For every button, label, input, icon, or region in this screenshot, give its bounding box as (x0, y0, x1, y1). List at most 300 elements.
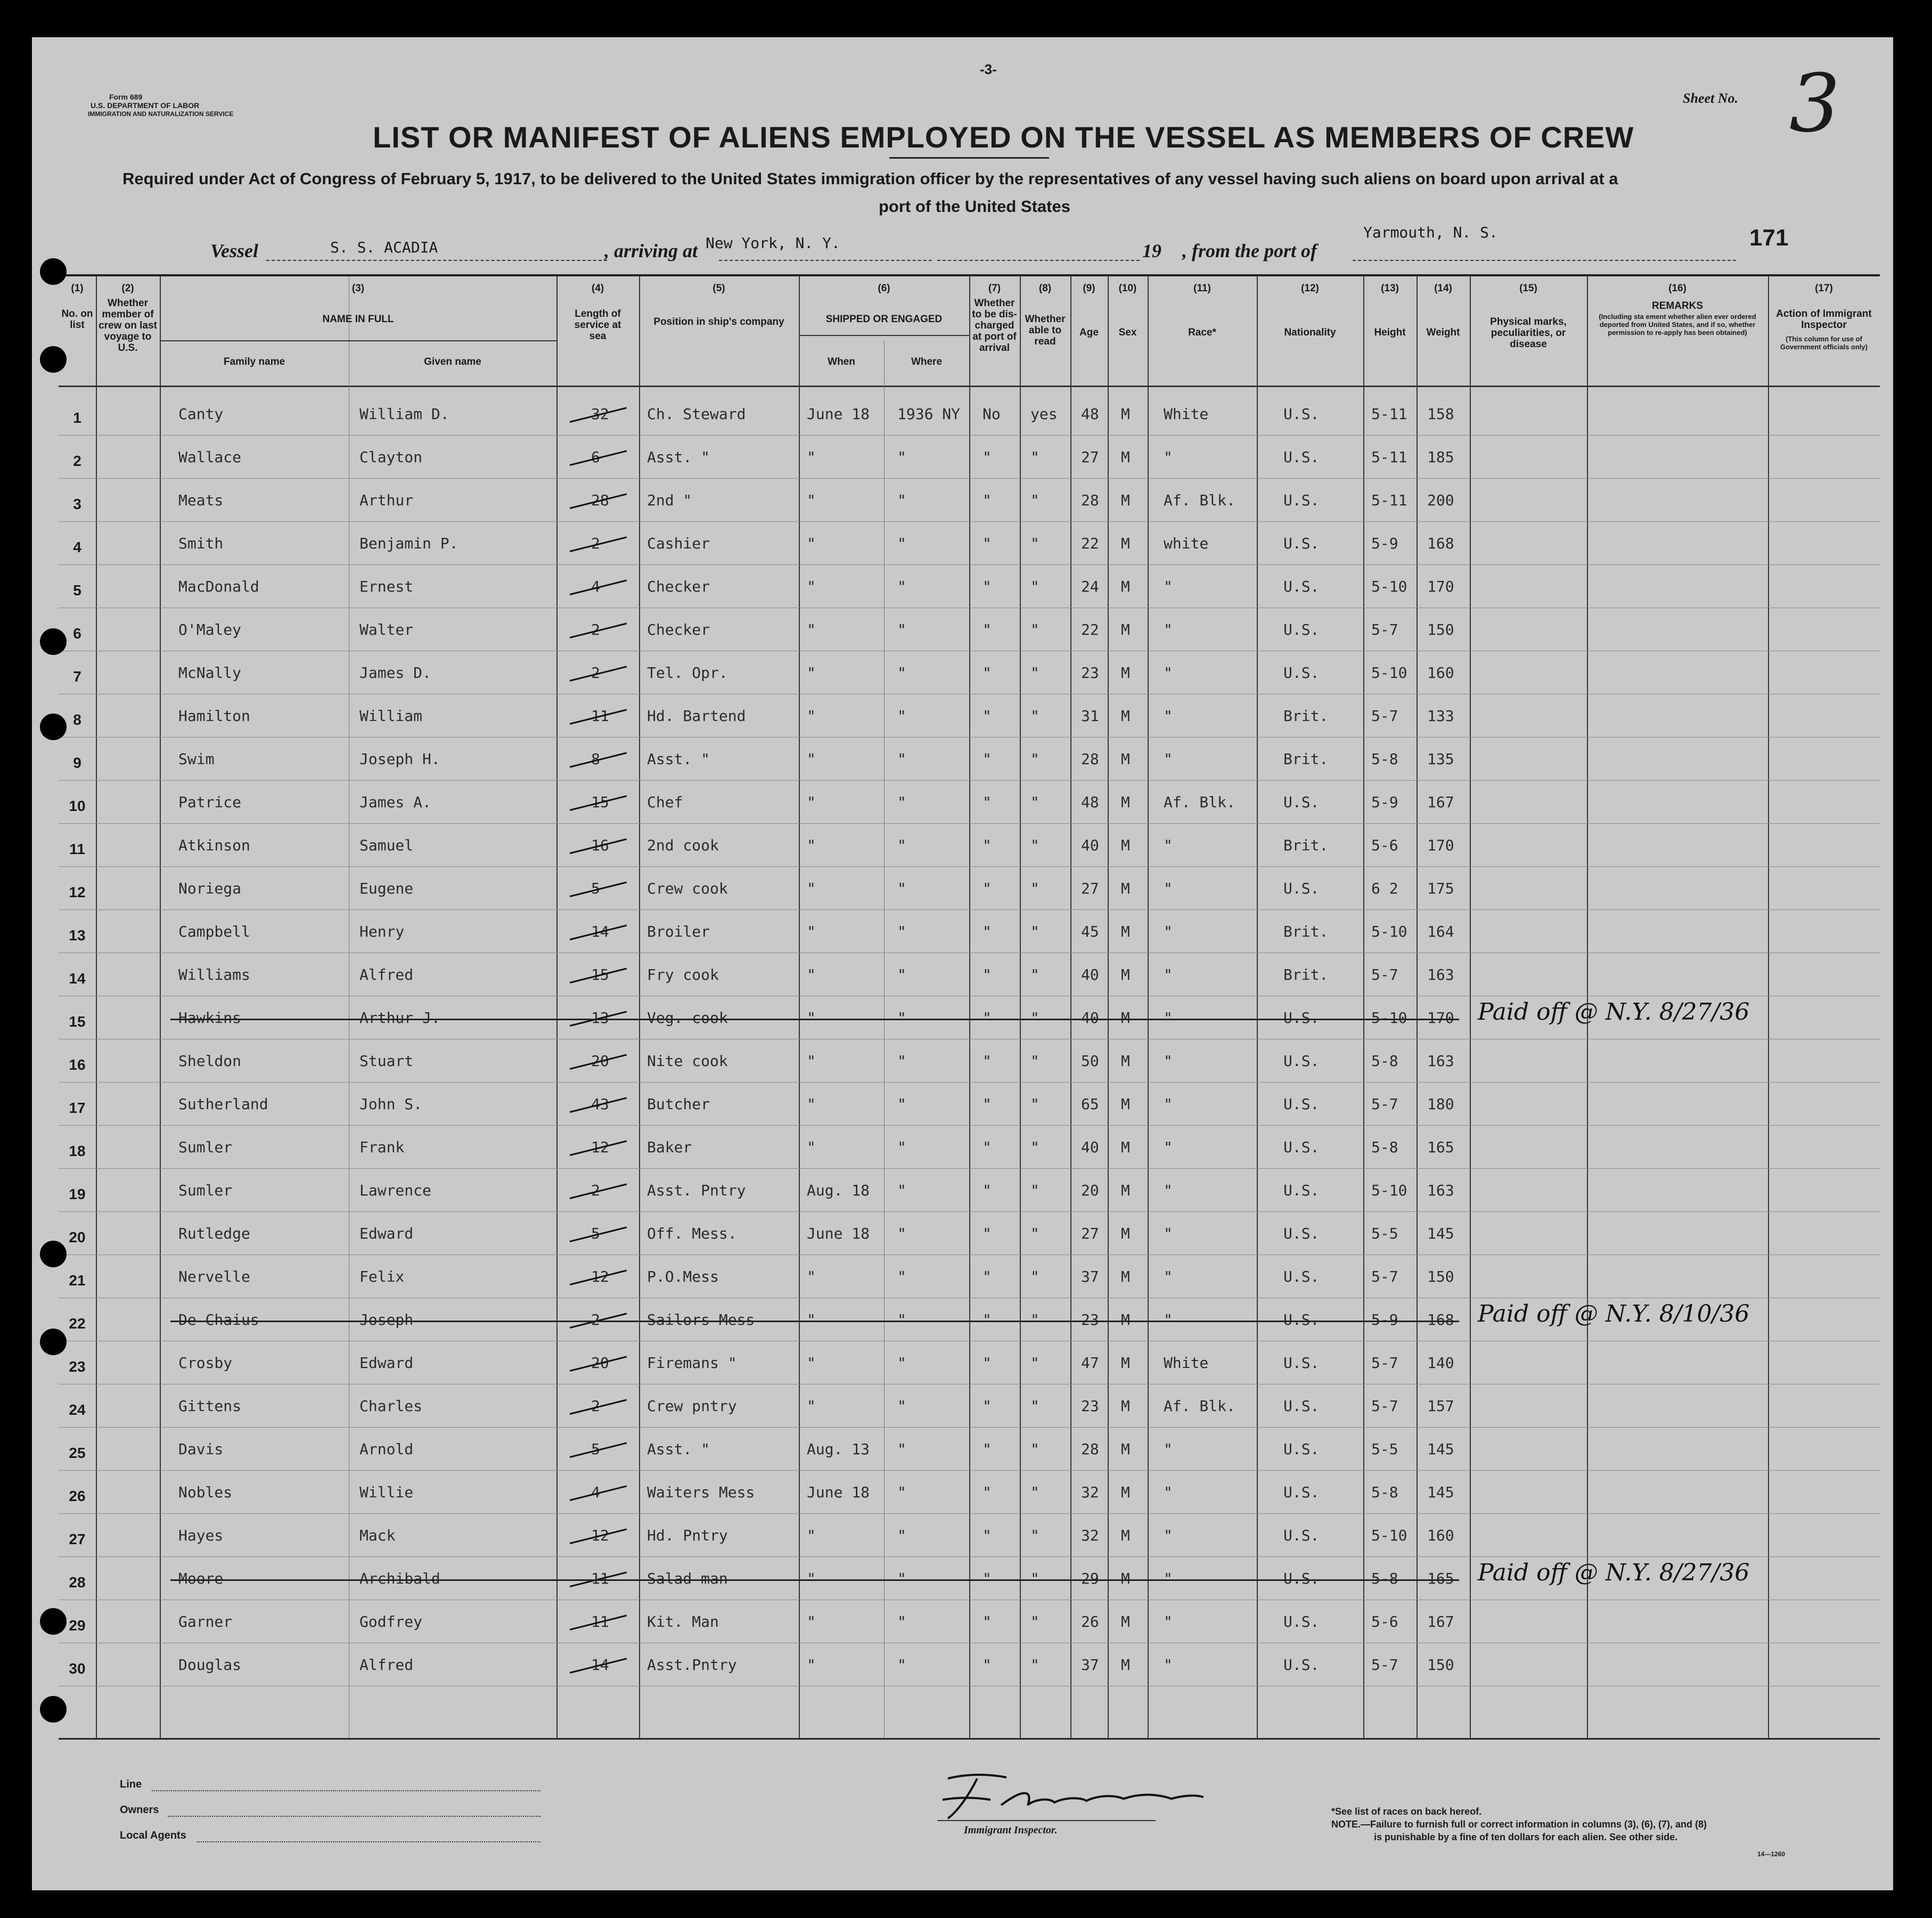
from-port: Yarmouth, N. S. (1363, 224, 1498, 241)
able-to-read: " (1030, 880, 1039, 897)
height: 5-10 (1371, 1009, 1407, 1027)
row-number: 22 (69, 1315, 86, 1332)
table-row (59, 782, 1880, 823)
shipped-when: Aug. 18 (807, 1182, 870, 1199)
race: Af. Blk. (1164, 1397, 1235, 1415)
service-length: 32 (591, 405, 609, 423)
position: Crew pntry (647, 1397, 737, 1415)
given-name: Eugene (359, 880, 414, 897)
vessel-name: S. S. ACADIA (330, 239, 438, 256)
able-to-read: " (1030, 535, 1039, 552)
shipped-where: " (897, 1095, 906, 1113)
able-to-read: " (1030, 1225, 1039, 1242)
discharged: " (983, 1483, 992, 1501)
age: 40 (1081, 1138, 1099, 1156)
strike-through-line (170, 1579, 1459, 1581)
nationality: Brit. (1283, 750, 1329, 768)
table-row (59, 1342, 1880, 1384)
department-name: U.S. DEPARTMENT OF LABOR (91, 101, 200, 110)
given-name: Samuel (359, 837, 414, 854)
col-15-number: (15) (1519, 283, 1537, 294)
family-name: Crosby (178, 1354, 233, 1372)
age: 40 (1081, 1009, 1099, 1027)
row-rule (59, 866, 1880, 867)
height: 5-7 (1371, 1397, 1398, 1415)
strike-through-line (170, 1321, 1459, 1322)
col-1-number: (1) (71, 283, 84, 294)
shipped-when: " (807, 448, 816, 466)
position: Salad man (647, 1570, 728, 1587)
sex: M (1121, 1311, 1130, 1329)
height: 5-10 (1371, 923, 1407, 940)
col-12-label: Nationality (1284, 327, 1336, 338)
given-name: Joseph (359, 1311, 414, 1329)
family-name: Patrice (178, 793, 242, 811)
nationality: U.S. (1283, 1311, 1320, 1329)
shipped-when: " (807, 1268, 816, 1285)
weight: 168 (1427, 1311, 1454, 1329)
col-7-label: Whether to be dis-charged at port of arrival (972, 298, 1017, 354)
col-10-number: (10) (1118, 283, 1137, 294)
nationality: Brit. (1283, 707, 1329, 725)
given-name: John S. (359, 1095, 423, 1113)
position: Hd. Bartend (647, 707, 746, 725)
table-row (59, 1256, 1880, 1298)
col-5-number: (5) (713, 283, 725, 294)
punch-hole (40, 346, 67, 373)
service-length: 2 (591, 1311, 600, 1329)
shipped-when: " (807, 578, 816, 595)
table-row (59, 523, 1880, 564)
able-to-read: " (1030, 1095, 1039, 1113)
position: Baker (647, 1138, 692, 1156)
given-name: Lawrence (359, 1182, 431, 1199)
race: White (1164, 405, 1209, 423)
shipped-when: " (807, 923, 816, 940)
age: 23 (1081, 664, 1099, 682)
sex: M (1121, 405, 1130, 423)
sex: M (1121, 880, 1130, 897)
age: 40 (1081, 837, 1099, 854)
height: 5-6 (1371, 837, 1398, 854)
race: Af. Blk. (1164, 491, 1235, 509)
weight: 145 (1427, 1225, 1454, 1242)
col-4-number: (4) (591, 283, 604, 294)
col-3-family-label: Family name (223, 356, 285, 367)
able-to-read: " (1030, 1268, 1039, 1285)
weight: 150 (1427, 1268, 1454, 1285)
able-to-read: " (1030, 1182, 1039, 1199)
height: 5-9 (1371, 1311, 1398, 1329)
age: 28 (1081, 1440, 1099, 1458)
sex: M (1121, 1397, 1130, 1415)
service-name: IMMIGRATION AND NATURALIZATION SERVICE (88, 110, 234, 118)
discharged: " (983, 707, 992, 725)
given-name: Ernest (359, 578, 414, 595)
row-number: 1 (73, 409, 81, 426)
shipped-when: " (807, 1052, 816, 1070)
shipped-when: Aug. 13 (807, 1440, 870, 1458)
shipped-when: " (807, 1527, 816, 1544)
service-length: 4 (591, 578, 600, 595)
page-title: LIST OR MANIFEST OF ALIENS EMPLOYED ON THE VESSEL AS MEMBERS OF CREW (373, 120, 1634, 154)
service-length: 13 (591, 1009, 609, 1027)
col-12-number: (12) (1301, 283, 1319, 294)
col-5-label: Position in ship's company (653, 316, 784, 327)
given-name: Arthur (359, 491, 414, 509)
nationality: U.S. (1283, 1570, 1320, 1587)
age: 65 (1081, 1095, 1099, 1113)
given-name: Mack (359, 1527, 396, 1544)
age: 45 (1081, 923, 1099, 940)
table-row (59, 1644, 1880, 1686)
punch-hole (40, 1696, 67, 1723)
shipped-when: June 18 (807, 1225, 870, 1242)
table-row (59, 566, 1880, 608)
nationality: U.S. (1283, 621, 1320, 638)
col-17-note: (This column for use of Government officials only) (1780, 335, 1868, 351)
height: 5-5 (1371, 1225, 1398, 1242)
row-rule (59, 564, 1880, 565)
service-length: 2 (591, 1397, 600, 1415)
col-11-label: Race* (1188, 327, 1216, 338)
able-to-read: " (1030, 621, 1039, 638)
given-name: Charles (359, 1397, 423, 1415)
row-number: 25 (69, 1445, 86, 1461)
sex: M (1121, 1182, 1130, 1199)
row-rule (59, 780, 1880, 781)
punch-hole (40, 628, 67, 655)
age: 26 (1081, 1613, 1099, 1630)
col-8-number: (8) (1038, 283, 1052, 294)
sex: M (1121, 491, 1130, 509)
age: 37 (1081, 1268, 1099, 1285)
row-rule (59, 1082, 1880, 1083)
sex: M (1121, 448, 1130, 466)
family-name: Atkinson (178, 837, 250, 854)
given-name: Edward (359, 1354, 414, 1372)
service-length: 2 (591, 621, 600, 638)
position: P.O.Mess (647, 1268, 719, 1285)
col-9-label: Age (1079, 327, 1099, 338)
discharged: " (983, 750, 992, 768)
position: Crew cook (647, 880, 728, 897)
row-number: 8 (73, 711, 81, 728)
height: 5-7 (1371, 707, 1398, 725)
owners-field (168, 1816, 541, 1817)
service-length: 5 (591, 880, 600, 897)
punch-hole (40, 1329, 67, 1355)
manifest-sheet (32, 37, 1893, 1890)
position: Checker (647, 621, 710, 638)
sex: M (1121, 1440, 1130, 1458)
given-name: Stuart (359, 1052, 414, 1070)
shipped-when: " (807, 1095, 816, 1113)
service-length: 2 (591, 535, 600, 552)
table-row (59, 1601, 1880, 1643)
nationality: U.S. (1283, 491, 1320, 509)
race: " (1164, 966, 1173, 983)
family-name: McNally (178, 664, 242, 682)
col-3-given-label: Given name (424, 356, 481, 367)
shipped-when: June 18 (807, 405, 870, 423)
row-number: 15 (69, 1013, 86, 1030)
col-7-number: (7) (988, 283, 1001, 294)
shipped-when: " (807, 707, 816, 725)
family-name: Nobles (178, 1483, 233, 1501)
weight: 167 (1427, 1613, 1454, 1630)
table-row (59, 1040, 1880, 1082)
service-length: 14 (591, 1656, 609, 1674)
position: 2nd " (647, 491, 692, 509)
discharged: " (983, 535, 992, 552)
sex: M (1121, 1268, 1130, 1285)
col-16-number: (16) (1668, 283, 1687, 294)
table-row (59, 437, 1880, 478)
height: 5-7 (1371, 966, 1398, 983)
shipped-where: " (897, 750, 906, 768)
col-15-label: Physical marks, peculiarities, or disease (1490, 316, 1567, 350)
service-length: 8 (591, 750, 600, 768)
row-rule (59, 1125, 1880, 1126)
row-rule (59, 521, 1880, 522)
service-length: 15 (591, 793, 609, 811)
age: 32 (1081, 1483, 1099, 1501)
position: Asst. Pntry (647, 1182, 746, 1199)
shipped-when: " (807, 750, 816, 768)
race: " (1164, 1656, 1173, 1674)
sex: M (1121, 793, 1130, 811)
shipped-when: " (807, 1656, 816, 1674)
table-row (59, 825, 1880, 866)
weight: 167 (1427, 793, 1454, 811)
table-row (59, 911, 1880, 953)
nationality: U.S. (1283, 1483, 1320, 1501)
race: " (1164, 1311, 1173, 1329)
height: 5-7 (1371, 1354, 1398, 1372)
position: Asst. " (647, 1440, 710, 1458)
row-number: 16 (69, 1056, 86, 1073)
crew-table (59, 274, 1880, 1740)
given-name: William D. (359, 405, 449, 423)
discharged: " (983, 1052, 992, 1070)
table-row (59, 868, 1880, 909)
discharged: " (983, 1225, 992, 1242)
age: 50 (1081, 1052, 1099, 1070)
sex: M (1121, 1095, 1130, 1113)
position: Cashier (647, 535, 710, 552)
position: Asst.Pntry (647, 1656, 737, 1674)
height: 5-6 (1371, 1613, 1398, 1630)
sex: M (1121, 578, 1130, 595)
row-number: 28 (69, 1574, 86, 1591)
able-to-read: " (1030, 1483, 1039, 1501)
table-row (59, 1558, 1880, 1600)
date-field (937, 260, 1140, 261)
discharged: " (983, 1613, 992, 1630)
row-number: 20 (69, 1229, 86, 1245)
family-name: Sheldon (178, 1052, 242, 1070)
shipped-when: " (807, 491, 816, 509)
position: Broiler (647, 923, 710, 940)
col-1-label: No. on list (61, 308, 93, 331)
discharged: " (983, 664, 992, 682)
service-length: 11 (591, 707, 609, 725)
race: " (1164, 1138, 1173, 1156)
row-number: 17 (69, 1100, 86, 1116)
shipped-where: " (897, 621, 906, 638)
able-to-read: " (1030, 578, 1039, 595)
height: 5-8 (1371, 1138, 1398, 1156)
shipped-where: " (897, 1440, 906, 1458)
stamp-number: 171 (1749, 225, 1789, 251)
col-6-when-label: When (828, 356, 855, 367)
weight: 160 (1427, 664, 1454, 682)
able-to-read: " (1030, 448, 1039, 466)
weight: 145 (1427, 1440, 1454, 1458)
able-to-read: " (1030, 966, 1039, 983)
family-name: Smith (178, 535, 224, 552)
local-agents-field (197, 1841, 541, 1842)
sex: M (1121, 923, 1130, 940)
shipped-when: " (807, 1397, 816, 1415)
family-name: Garner (178, 1613, 233, 1630)
row-number: 5 (73, 582, 81, 599)
given-name: Arthur J. (359, 1009, 440, 1027)
arriving-label: , arriving at (604, 240, 698, 261)
given-name: Walter (359, 621, 414, 638)
height: 5-8 (1371, 1570, 1398, 1587)
given-name: Henry (359, 923, 405, 940)
col-17-number: (17) (1815, 283, 1833, 294)
height: 5-7 (1371, 621, 1398, 638)
position: Chef (647, 793, 683, 811)
family-name: MacDonald (178, 578, 259, 595)
weight: 180 (1427, 1095, 1454, 1113)
nationality: U.S. (1283, 1095, 1320, 1113)
position: Asst. " (647, 448, 710, 466)
race: " (1164, 1009, 1173, 1027)
age: 27 (1081, 880, 1099, 897)
service-length: 14 (591, 923, 609, 940)
sex: M (1121, 1483, 1130, 1501)
penalty-note-1: NOTE.—Failure to furnish full or correct information in columns (3), (6), (7), and (8) (1331, 1819, 1707, 1830)
shipped-where: " (897, 1354, 906, 1372)
col-3-number: (3) (351, 283, 365, 294)
shipped-when: " (807, 621, 816, 638)
family-name: Hamilton (178, 707, 250, 725)
table-row (59, 695, 1880, 737)
table-row (59, 1299, 1880, 1341)
weight: 165 (1427, 1138, 1454, 1156)
age: 48 (1081, 405, 1099, 423)
shipped-where: " (897, 664, 906, 682)
able-to-read: " (1030, 707, 1039, 725)
age: 28 (1081, 491, 1099, 509)
table-row (59, 394, 1880, 435)
vessel-label: Vessel (210, 240, 258, 261)
title-underline (889, 157, 1049, 159)
table-row (59, 1213, 1880, 1255)
age: 32 (1081, 1527, 1099, 1544)
age: 22 (1081, 535, 1099, 552)
weight: 163 (1427, 966, 1454, 983)
nationality: U.S. (1283, 1052, 1320, 1070)
shipped-when: " (807, 793, 816, 811)
shipped-where: " (897, 923, 906, 940)
height: 5-8 (1371, 750, 1398, 768)
row-number: 19 (69, 1186, 86, 1202)
sex: M (1121, 966, 1130, 983)
given-name: Felix (359, 1268, 405, 1285)
able-to-read: " (1030, 923, 1039, 940)
race: " (1164, 1527, 1173, 1544)
family-name: Nervelle (178, 1268, 250, 1285)
weight: 200 (1427, 491, 1454, 509)
shipped-when: " (807, 1570, 816, 1587)
strike-through-line (170, 1019, 1459, 1020)
weight: 170 (1427, 837, 1454, 854)
shipped-where: 1936 NY (897, 405, 961, 423)
race: " (1164, 1225, 1173, 1242)
shipped-where: " (897, 1311, 906, 1329)
arriving-port: New York, N. Y. (706, 234, 840, 252)
discharged: " (983, 491, 992, 509)
table-row (59, 1515, 1880, 1556)
shipped-when: " (807, 1613, 816, 1630)
row-number: 12 (69, 884, 86, 900)
shipped-where: " (897, 535, 906, 552)
discharged: " (983, 793, 992, 811)
able-to-read: " (1030, 664, 1039, 682)
family-name: Sumler (178, 1182, 233, 1199)
race: " (1164, 1613, 1173, 1630)
col-14-number: (14) (1434, 283, 1452, 294)
nationality: U.S. (1283, 1009, 1320, 1027)
table-row (59, 1170, 1880, 1211)
able-to-read: " (1030, 1009, 1039, 1027)
col-17-label: Action of Immigrant Inspector (1776, 308, 1872, 331)
service-length: 5 (591, 1225, 600, 1242)
race: " (1164, 578, 1173, 595)
line-field (152, 1790, 541, 1791)
given-name: Edward (359, 1225, 414, 1242)
shipped-where: " (897, 966, 906, 983)
col-9-number: (9) (1083, 283, 1095, 294)
col-8-label: Whether able to read (1025, 314, 1066, 347)
col-14-label: Weight (1426, 327, 1460, 338)
from-port-field (1353, 260, 1736, 261)
able-to-read: " (1030, 1354, 1039, 1372)
weight: 175 (1427, 880, 1454, 897)
nationality: U.S. (1283, 578, 1320, 595)
table-row (59, 1429, 1880, 1470)
sex: M (1121, 1225, 1130, 1242)
nationality: U.S. (1283, 405, 1320, 423)
row-rule (59, 1427, 1880, 1428)
sex: M (1121, 1613, 1130, 1630)
able-to-read: " (1030, 1440, 1039, 1458)
position: Firemans " (647, 1354, 737, 1372)
age: 31 (1081, 707, 1099, 725)
able-to-read: " (1030, 1570, 1039, 1587)
weight: 140 (1427, 1354, 1454, 1372)
row-number: 4 (73, 539, 81, 555)
given-name: William (359, 707, 423, 725)
shipped-where: " (897, 1570, 906, 1587)
shipped-where: " (897, 448, 906, 466)
discharged: " (983, 1268, 992, 1285)
